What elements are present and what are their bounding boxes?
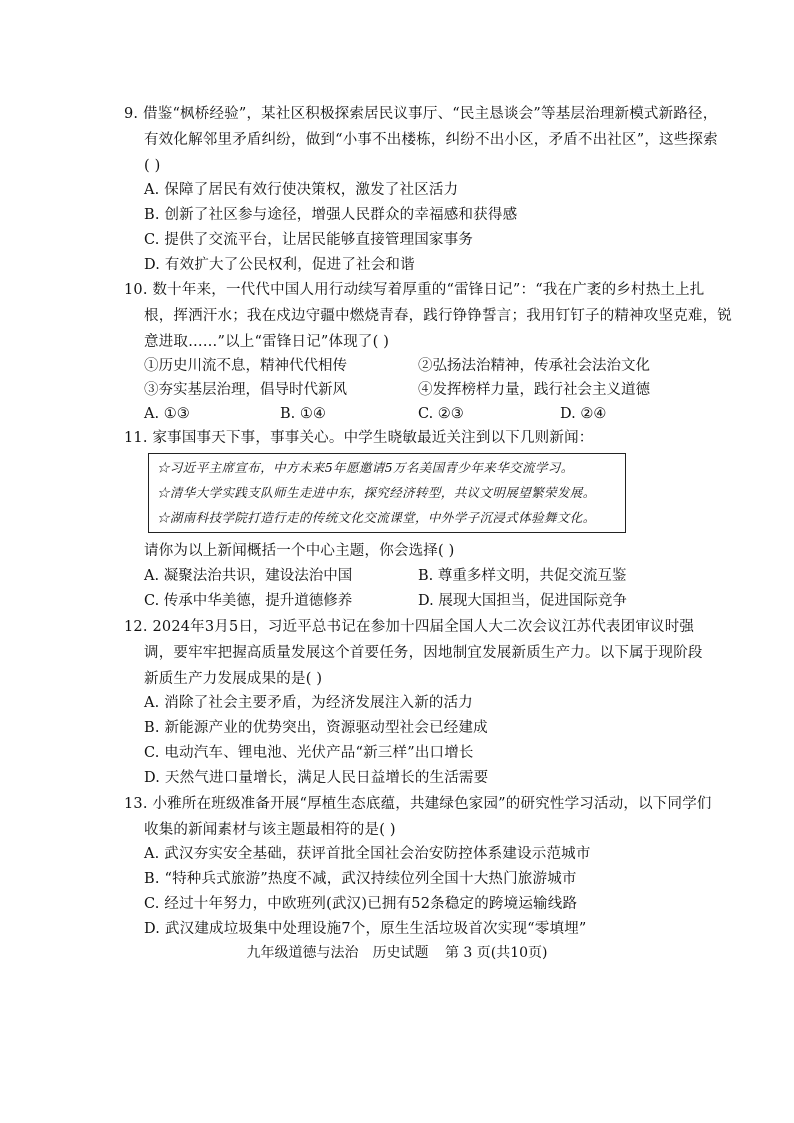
q11-news-item-3: ☆湖南科技学院打造行走的传统文化交流课堂，中外学子沉浸式体验舞文化。 <box>157 510 596 525</box>
q12-stem-line-1: 12. 2024年3月5日，习近平总书记在参加十四届全国人大二次会议江苏代表团审议时强 <box>124 619 695 635</box>
q13-stem-line-1: 13. 小雅所在班级准备开展“厚植生态底蕴，共建绿色家园”的研究性学习活动，以下同学们 <box>124 796 712 812</box>
q10-stem-line-3: 意进取……”以上“雷锋日记”体现了( ) <box>144 334 390 350</box>
q10-item-4: ④发挥榜样力量，践行社会主义道德 <box>418 382 650 398</box>
q9-option-a: A. 保障了居民有效行使决策权，激发了社区活力 <box>144 182 459 198</box>
q11-option-b: B. 尊重多样文明，共促交流互鉴 <box>418 568 627 584</box>
q11-news-box <box>148 453 626 533</box>
q11-prompt: 请你为以上新闻概括一个中心主题，你会选择( ) <box>144 543 455 559</box>
q9-stem-line-1: 9. 借鉴“枫桥经验”，某社区积极探索居民议事厅、“民主恳谈会”等基层治理新模式新路径， <box>124 106 718 122</box>
q12-option-a: A. 消除了社会主要矛盾，为经济发展注入新的活力 <box>144 695 473 711</box>
q10-item-1: ①历史川流不息，精神代代相传 <box>144 358 347 374</box>
q10-stem-line-1: 10. 数十年来，一代代中国人用行动续写着厚重的“雷锋日记”：“我在广袤的乡村热土上扎 <box>124 282 705 298</box>
q10-option-a: A. ①③ <box>144 406 190 422</box>
q11-option-d: D. 展现大国担当，促进国际竞争 <box>418 593 627 609</box>
q10-option-c: C. ②③ <box>418 406 464 422</box>
q11-stem-line-1: 11. 家事国事天下事，事事关心。中学生晓敏最近关注到以下几则新闻： <box>124 430 594 446</box>
footer-page-number: 第 3 页(共10页) <box>444 945 548 961</box>
q13-option-d: D. 武汉建成垃圾集中处理设施7个，原生生活垃圾首次实现“零填埋” <box>144 921 587 937</box>
q9-option-b: B. 创新了社区参与途径，增强人民群众的幸福感和获得感 <box>144 207 518 223</box>
q9-stem-line-2: 有效化解邻里矛盾纠纷，做到“小事不出楼栋，纠纷不出小区，矛盾不出社区”，这些探索 <box>144 132 718 148</box>
q10-option-d: D. ②④ <box>560 406 607 422</box>
page-footer <box>0 942 794 962</box>
q9-option-c: C. 提供了交流平台，让居民能够直接管理国家事务 <box>144 232 474 248</box>
q12-option-d: D. 天然气进口量增长，满足人民日益增长的生活需要 <box>144 770 489 786</box>
q11-news-item-2: ☆清华大学实践支队师生走进中东，探究经济转型，共议文明展望繁荣发展。 <box>157 485 596 500</box>
q13-option-c: C. 经过十年努力，中欧班列(武汉)已拥有52条稳定的跨境运输线路 <box>144 896 578 912</box>
q12-option-b: B. 新能源产业的优势突出，资源驱动型社会已经建成 <box>144 720 488 736</box>
q10-stem-line-2: 根，挥洒汗水；我在戍边守疆中燃烧青春，践行铮铮誓言；我用钉钉子的精神攻坚克难，锐 <box>144 308 732 324</box>
q11-option-c: C. 传承中华美德，提升道德修养 <box>144 593 353 609</box>
footer-subject: 九年级道德与法治 历史试题 <box>246 945 429 961</box>
q13-option-a: A. 武汉夯实安全基础，获评首批全国社会治安防控体系建设示范城市 <box>144 846 591 862</box>
q12-stem-line-3: 新质生产力发展成果的是( ) <box>144 671 323 687</box>
q11-news-item-1: ☆习近平主席宣布，中方未来5年愿邀请5万名美国青少年来华交流学习。 <box>157 460 574 475</box>
q13-stem-line-2: 收集的新闻素材与该主题最相符的是( ) <box>144 822 396 838</box>
q11-option-a: A. 凝聚法治共识，建设法治中国 <box>144 568 353 584</box>
q9-option-d: D. 有效扩大了公民权利，促进了社会和谐 <box>144 257 415 273</box>
q10-item-3: ③夯实基层治理，倡导时代新风 <box>144 382 347 398</box>
q12-stem-line-2: 调，要牢牢把握高质量发展这个首要任务，因地制宜发展新质生产力。以下属于现阶段 <box>144 645 703 661</box>
q9-answer-bracket: ( ) <box>144 158 161 174</box>
q12-option-c: C. 电动汽车、锂电池、光伏产品“新三样”出口增长 <box>144 745 474 761</box>
q13-option-b: B. “特种兵式旅游”热度不减，武汉持续位列全国十大热门旅游城市 <box>144 871 577 887</box>
q10-item-2: ②弘扬法治精神，传承社会法治文化 <box>418 358 650 374</box>
q10-option-b: B. ①④ <box>280 406 326 422</box>
